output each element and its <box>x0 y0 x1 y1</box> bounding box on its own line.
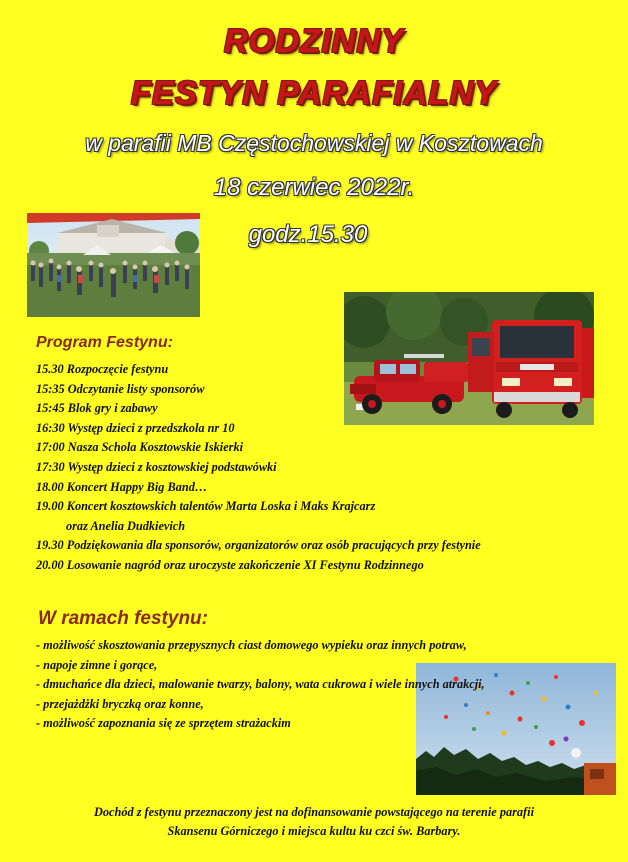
program-item: 20.00 Losowanie nagród oraz uroczyste zakończenie XI Festynu Rodzinnego <box>36 557 424 572</box>
footer-line-2: Skansenu Górniczego i miejsca kultu ku czci św. Barbary. <box>167 824 461 838</box>
program-list <box>36 360 481 576</box>
program-heading: Program Festynu: <box>36 334 173 351</box>
features-heading: W ramach festynu: <box>38 608 208 629</box>
features-list <box>36 636 485 734</box>
program-item: 19.30 Podziękowania dla sponsorów, organizatorów oraz osób pracujących przy festynie <box>36 538 481 553</box>
program-item: 17:30 Występ dzieci z kosztowskiej podstawówki <box>36 459 277 474</box>
program-item: 17:00 Nasza Schola Kosztowskie Iskierki <box>36 440 244 455</box>
program-item: 19.00 Koncert kosztowskich talentów Marta Loska i Maks Krajcarz <box>36 499 376 514</box>
footer-line-1: Dochód z festynu przeznaczony jest na dofinansowanie powstającego na terenie parafii <box>94 805 534 819</box>
time-line: godz.15.30 <box>248 221 368 248</box>
feature-item: - napoje zimne i gorące, <box>36 657 158 672</box>
title-line-2: FESTYN PARAFIALNY <box>130 74 498 111</box>
program-item: 15:45 Blok gry i zabawy <box>36 401 158 416</box>
program-item: 15.30 Rozpoczęcie festynu <box>36 362 169 376</box>
program-item: oraz Anelia Dudkievich <box>66 518 186 533</box>
program-item: 15:35 Odczytanie listy sponsorów <box>36 381 205 396</box>
feature-item: - dmuchańce dla dzieci, malowanie twarzy, balony, wata cukrowa i wiele innych atrakcji, <box>36 677 485 692</box>
program-item: 18.00 Koncert Happy Big Band… <box>36 479 208 494</box>
date-line: 18 czerwiec 2022r. <box>213 174 415 201</box>
footer-note <box>0 803 628 841</box>
parish-line: w parafii MB Częstochowskiej w Kosztowach <box>85 130 543 156</box>
title-line-1: RODZINNY <box>223 22 405 59</box>
feature-item: - możliwość skosztowania przepysznych ciast domowego wypieku oraz innych potraw, <box>36 638 467 652</box>
feature-item: - możliwość zapoznania się ze sprzętem strażackim <box>36 716 291 731</box>
festival-crowd-photo <box>27 213 200 317</box>
feature-item: - przejażdżki bryczką oraz konne, <box>36 696 204 711</box>
program-item: 16:30 Występ dzieci z przedszkola nr 10 <box>36 420 235 435</box>
